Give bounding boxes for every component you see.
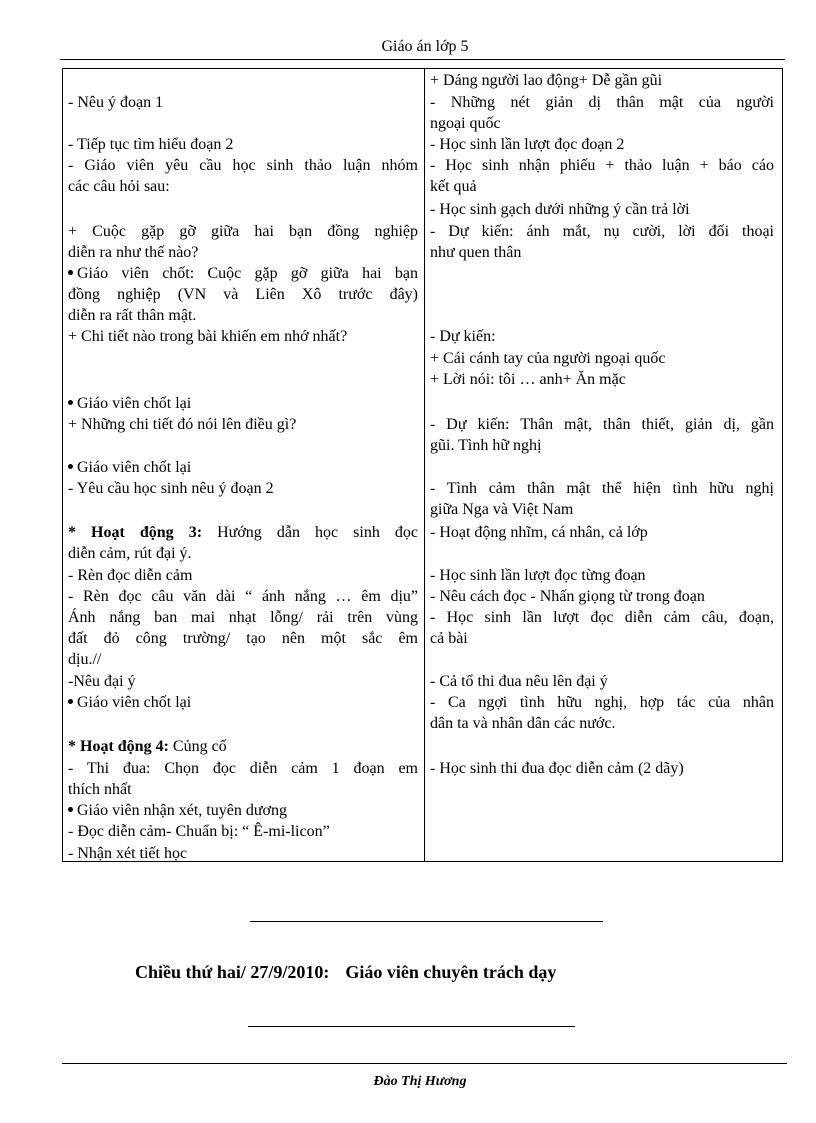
teacher-activity-line [68, 156, 418, 176]
student-activity-line [430, 523, 774, 543]
teacher-activity-line [68, 608, 418, 628]
student-activity-text: + Lời nói: tôi … anh+ Ăn mặc [430, 371, 626, 388]
student-activity-line [430, 243, 774, 263]
teacher-activity-text: - Giáo viên yêu cầu học sinh thảo luận nhóm [68, 157, 418, 174]
teacher-activity-text: thích nhất [68, 781, 132, 798]
teacher-activity-text: - Tiếp tục tìm hiểu đoạn 2 [68, 136, 234, 153]
student-activity-line [430, 327, 774, 347]
teacher-activity-line [68, 737, 418, 757]
teacher-activity-line [68, 222, 418, 242]
student-activity-line [430, 714, 774, 734]
student-activity-text: gũi. Tình hữ nghị [430, 437, 542, 454]
teacher-activity-text: Giáo viên chốt lại [77, 459, 192, 476]
student-activity-line [430, 587, 774, 607]
teacher-activity-line [68, 135, 418, 155]
teacher-activity-line [68, 844, 418, 864]
student-activity-text: - Nêu cách đọc - Nhấn giọng từ trong đoạn [430, 588, 705, 605]
column-divider [424, 69, 425, 861]
teacher-activity-line [68, 801, 418, 821]
student-activity-line [430, 436, 774, 456]
teacher-activity-text: - Đọc diễn cảm- Chuẩn bị: “ Ê-mi-licon” [68, 823, 330, 840]
student-activity-text: - Học sinh lần lượt đọc đoạn 2 [430, 136, 625, 153]
teacher-activity-text: Ánh nắng ban mai nhạt lỗng/ rải trên vùng [68, 609, 418, 626]
teacher-activity-line [68, 544, 418, 564]
footer-author: Đào Thị Hương [373, 1074, 467, 1089]
teacher-activity-text: Hướng dẫn học sinh đọc [202, 524, 418, 541]
student-activity-text: ngoại quốc [430, 115, 501, 132]
student-activity-line [430, 114, 774, 134]
teacher-activity-line [68, 327, 418, 347]
bullet-icon [68, 400, 73, 405]
teacher-activity-line [68, 243, 418, 263]
lesson-plan-table [62, 68, 783, 862]
student-activity-line [430, 177, 774, 197]
teacher-activity-text: Giáo viên nhận xét, tuyên dương [77, 802, 287, 819]
student-activity-text: - Học sinh lần lượt đọc diễn cảm câu, đoạn, [430, 609, 774, 626]
student-activity-line [430, 200, 774, 220]
student-activity-line [430, 93, 774, 113]
student-activity-line [430, 415, 774, 435]
teacher-activity-text: Giáo viên chốt: Cuộc gặp gỡ giữa hai bạn [77, 265, 418, 282]
student-activity-text: giữa Nga và Việt Nam [430, 501, 574, 518]
teacher-activity-line [68, 177, 418, 197]
teacher-activity-line [68, 415, 418, 435]
teacher-activity-text: + Cuộc gặp gỡ giữa hai bạn đồng nghiệp [68, 223, 418, 240]
student-activity-text: - Hoạt động nhĩm, cá nhân, cả lớp [430, 524, 648, 541]
teacher-activity-text: - Rèn đọc diễn cảm [68, 567, 193, 584]
student-activity-text: - Học sinh nhận phiếu + thảo luận + báo cáo [430, 157, 774, 174]
student-activity-text: cả bài [430, 630, 468, 647]
student-activity-text: - Tình cảm thân mật thể hiện tình hữu nghị [430, 480, 774, 497]
student-activity-line [430, 135, 774, 155]
student-activity-line [430, 566, 774, 586]
student-activity-line [430, 608, 774, 628]
student-activity-line [430, 500, 774, 520]
student-activity-line [430, 156, 774, 176]
teacher-activity-text: diễn cảm, rút đại ý. [68, 545, 192, 562]
footer-rule [62, 1063, 787, 1064]
teacher-activity-line [68, 693, 418, 713]
teacher-activity-text: + Những chi tiết đó nói lên điều gì? [68, 416, 297, 433]
activity-heading: * Hoạt động 4: [68, 738, 169, 755]
teacher-activity-line [68, 629, 418, 649]
student-activity-text: + Cái cánh tay của người ngoại quốc [430, 350, 666, 367]
afternoon-note: Giáo viên chuyên trách dạy [345, 962, 557, 982]
teacher-activity-text: các câu hỏi sau: [68, 178, 170, 195]
page-header-title: Giáo án lớp 5 [381, 38, 469, 55]
student-activity-text: - Dự kiến: ánh mắt, nụ cười, lời đối thoại [430, 223, 774, 240]
teacher-activity-text: Giáo viên chốt lại [77, 395, 192, 412]
teacher-activity-line [68, 394, 418, 414]
student-activity-line [430, 222, 774, 242]
student-activity-text: - Cả tổ thi đua nêu lên đại ý [430, 673, 608, 690]
teacher-activity-text: + Chi tiết nào trong bài khiến em nhớ nhất? [68, 328, 348, 345]
student-activity-text: kết quả [430, 178, 477, 195]
teacher-activity-text: đất đỏ công trường/ tạo nên một sắc êm [68, 630, 418, 647]
bullet-icon [68, 807, 73, 812]
teacher-activity-line [68, 780, 418, 800]
teacher-activity-line [68, 650, 418, 670]
teacher-activity-line [68, 523, 418, 543]
teacher-activity-text: Củng cố [168, 738, 227, 755]
teacher-activity-text: -Nêu đại ý [68, 673, 136, 690]
student-activity-text: - Học sinh gạch dưới những ý cần trả lời [430, 201, 690, 218]
student-activity-line [430, 759, 774, 779]
teacher-activity-text: - Nhận xét tiết học [68, 845, 188, 862]
teacher-activity-text: dịu.// [68, 651, 102, 668]
teacher-activity-text: - Nêu ý đoạn 1 [68, 94, 164, 111]
student-activity-line [430, 71, 774, 91]
separator-line [250, 921, 603, 922]
teacher-activity-line [68, 458, 418, 478]
student-activity-text: như quen thân [430, 244, 522, 261]
teacher-activity-line [68, 587, 418, 607]
bullet-icon [68, 699, 73, 704]
separator-line [248, 1026, 575, 1027]
teacher-activity-text: đồng nghiệp (VN và Liên Xô trước đây) [68, 286, 418, 303]
teacher-activity-text: - Thi đua: Chọn đọc diễn cảm 1 đoạn em [68, 760, 418, 777]
student-activity-text: - Học sinh thi đua đọc diễn cảm (2 dãy) [430, 760, 684, 777]
teacher-activity-text: - Yêu cầu học sinh nêu ý đoạn 2 [68, 480, 274, 497]
teacher-activity-text: Giáo viên chốt lại [77, 694, 192, 711]
student-activity-text: - Những nét giản dị thân mật của người [430, 94, 774, 111]
teacher-activity-line [68, 479, 418, 499]
student-activity-line [430, 693, 774, 713]
teacher-activity-line [68, 672, 418, 692]
teacher-activity-text: diễn ra rất thân mật. [68, 307, 197, 324]
student-activity-line [430, 370, 774, 390]
teacher-activity-text: - Rèn đọc câu văn dài “ ánh nắng … êm dịu” [68, 588, 418, 605]
student-activity-text: - Học sinh lần lượt đọc từng đoạn [430, 567, 646, 584]
bullet-icon [68, 464, 73, 469]
student-activity-line [430, 479, 774, 499]
student-activity-text: - Ca ngợi tình hữu nghị, hợp tác của nhân [430, 694, 774, 711]
teacher-activity-line [68, 759, 418, 779]
student-activity-text: - Dự kiến: [430, 328, 496, 345]
student-activity-text: - Dự kiến: Thân mật, thân thiết, giản dị, gần [430, 416, 774, 433]
header-rule [60, 59, 785, 60]
teacher-activity-line [68, 566, 418, 586]
student-activity-line [430, 672, 774, 692]
teacher-activity-line [68, 264, 418, 284]
teacher-activity-line [68, 306, 418, 326]
afternoon-date: Chiều thứ hai/ 27/9/2010: [135, 962, 330, 982]
student-activity-line [430, 629, 774, 649]
teacher-activity-line [68, 822, 418, 842]
student-activity-text: + Dáng người lao động+ Dễ gần gũi [430, 72, 663, 89]
teacher-activity-line [68, 93, 418, 113]
student-activity-text: dân ta và nhân dân các nước. [430, 715, 616, 732]
student-activity-line [430, 349, 774, 369]
bullet-icon [68, 270, 73, 275]
activity-heading: * Hoạt động 3: [68, 524, 203, 541]
teacher-activity-text: diễn ra như thế nào? [68, 244, 199, 261]
teacher-activity-line [68, 285, 418, 305]
afternoon-schedule [135, 962, 556, 983]
